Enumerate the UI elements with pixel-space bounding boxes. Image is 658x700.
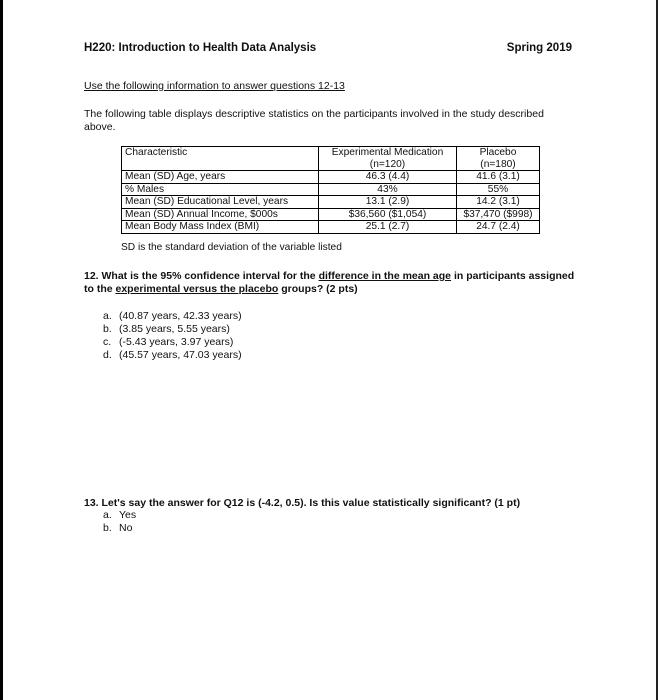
row-label: Mean (SD) Annual Income, $000s — [122, 208, 319, 221]
table-row — [122, 221, 540, 234]
row-experimental-value: 46.3 (4.4) — [319, 171, 457, 184]
row-experimental-value: 43% — [319, 183, 457, 196]
intro-instruction: Use the following information to answer questions 12-13 — [84, 80, 345, 92]
list-item — [103, 310, 242, 323]
course-title: H220: Introduction to Health Data Analysis — [84, 42, 317, 54]
q12-text-part2: in participants assigned to the — [84, 270, 575, 295]
option-label: a. — [103, 310, 112, 322]
row-placebo-value: 14.2 (3.1) — [457, 196, 540, 209]
q12-text-part1: 12. What is the 95% confidence interval for the — [84, 270, 319, 282]
option-label: b. — [103, 323, 112, 335]
header-placebo-label: Placebo — [479, 147, 517, 158]
list-item — [103, 323, 242, 336]
option-label: c. — [103, 336, 112, 348]
row-label: % Males — [122, 183, 319, 196]
option-text: (3.85 years, 5.55 years) — [119, 323, 230, 335]
question-12-options — [103, 310, 242, 362]
row-label: Mean (SD) Age, years — [122, 171, 319, 184]
table-row — [122, 196, 540, 209]
option-label: d. — [103, 349, 112, 361]
option-text: Yes — [119, 509, 137, 521]
header-placebo-n: (n=180) — [480, 158, 516, 170]
descriptive-stats-table — [121, 146, 540, 234]
q12-text-part3: groups? (2 pts) — [278, 283, 358, 295]
option-text: No — [119, 522, 133, 534]
row-label: Mean (SD) Educational Level, years — [122, 196, 319, 209]
option-text: (-5.43 years, 3.97 years) — [119, 336, 234, 348]
row-placebo-value: 41.6 (3.1) — [457, 171, 540, 184]
q12-underlined-groups: experimental versus the placebo — [115, 283, 279, 295]
list-item — [103, 522, 136, 535]
term-label: Spring 2019 — [506, 42, 572, 54]
table-footnote: SD is the standard deviation of the variable listed — [121, 242, 342, 253]
header-experimental-n: (n=120) — [369, 158, 406, 170]
row-experimental-value: 13.1 (2.9) — [319, 196, 457, 209]
q12-underlined-mean-age: difference in the mean age — [318, 270, 452, 282]
option-label: a. — [103, 509, 112, 521]
table-row — [122, 183, 540, 196]
list-item — [103, 509, 136, 522]
row-experimental-value: 25.1 (2.7) — [319, 221, 457, 234]
page-left-edge — [0, 0, 3, 700]
row-placebo-value: $37,470 ($998) — [457, 208, 540, 221]
table-description: The following table displays descriptive statistics on the participants involved in the study described above. — [84, 108, 544, 133]
option-text: (45.57 years, 47.03 years) — [119, 349, 242, 361]
option-text: (40.87 years, 42.33 years) — [119, 310, 242, 322]
list-item — [103, 336, 242, 349]
table-row — [122, 208, 540, 221]
header-characteristic: Characteristic — [122, 147, 319, 171]
header-experimental-label: Experimental Medication — [331, 147, 444, 158]
header-placebo — [457, 147, 540, 171]
row-experimental-value: $36,560 ($1,054) — [319, 208, 457, 221]
question-13: 13. Let's say the answer for Q12 is (-4.2, 0.5). Is this value statistically significant? (1 pt) — [84, 497, 521, 509]
row-placebo-value: 24.7 (2.4) — [457, 221, 540, 234]
list-item — [103, 349, 242, 362]
table-row — [122, 171, 540, 184]
question-13-options — [103, 509, 136, 535]
row-label: Mean Body Mass Index (BMI) — [122, 221, 319, 234]
table-header-row — [122, 147, 540, 171]
row-placebo-value: 55% — [457, 183, 540, 196]
option-label: b. — [103, 522, 112, 534]
header-experimental — [319, 147, 457, 171]
question-12 — [84, 270, 584, 296]
